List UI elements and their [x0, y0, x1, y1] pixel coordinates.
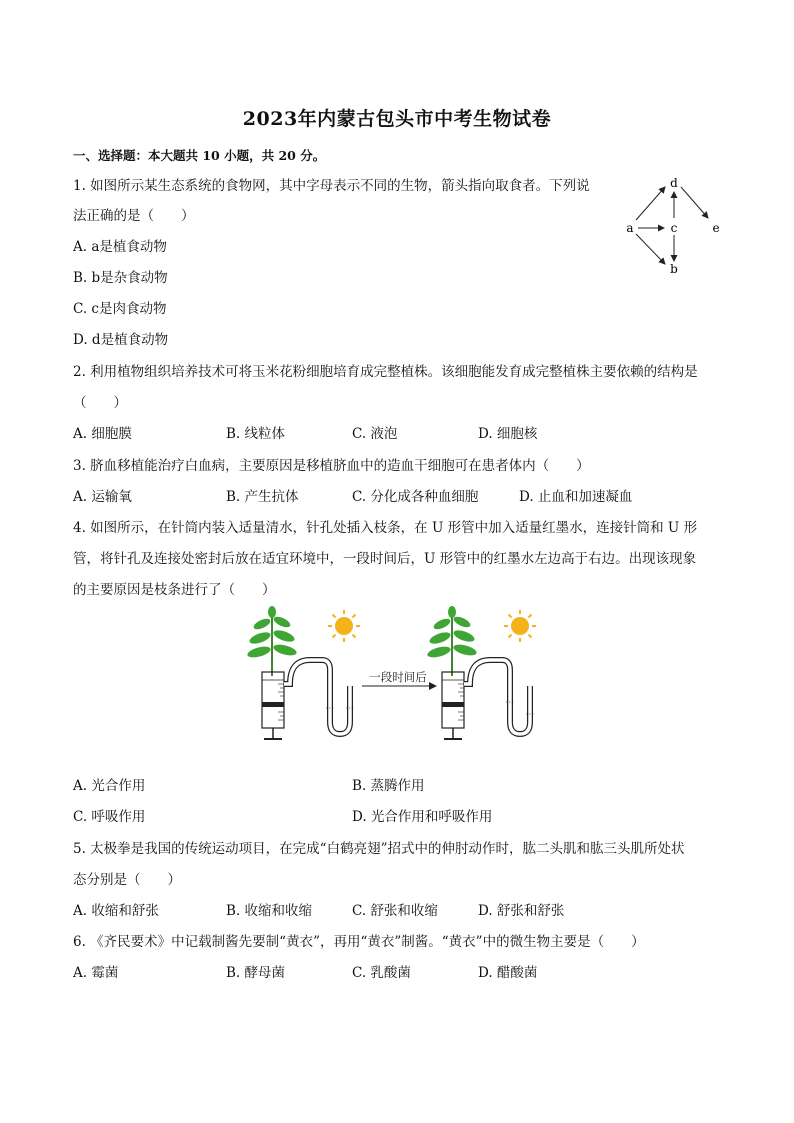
- q3-option-c: C. 分化成各种血细胞: [352, 489, 479, 505]
- q5-option-a: A. 收缩和舒张: [73, 903, 159, 919]
- node-e: e: [712, 221, 720, 235]
- q2-option-c: C. 液泡: [352, 426, 398, 442]
- q4-stem-line1: 4. 如图所示，在针筒内装入适量清水，针孔处插入枝条，在 U 形管中加入适量红墨水，连接针筒和 U 形: [73, 520, 698, 536]
- q4-stem-line2: 管，将针孔及连接处密封后放在适宜环境中，一段时间后，U 形管中的红墨水左边高于右边。出现该现象: [73, 551, 697, 567]
- page-title: 2023年内蒙古包头市中考生物试卷: [242, 108, 552, 130]
- q4-stem-line3: 的主要原因是枝条进行了（ ）: [73, 582, 276, 598]
- q5-option-c: C. 舒张和收缩: [352, 903, 438, 919]
- syringe-experiment-figure: [240, 606, 560, 748]
- node-b: b: [670, 262, 678, 276]
- q1-stem-line1: 1. 如图所示某生态系统的食物网，其中字母表示不同的生物，箭头指向取食者。下列说: [73, 178, 590, 194]
- q5-option-d: D. 舒张和舒张: [478, 903, 565, 919]
- q3-option-a: A. 运输氧: [73, 489, 132, 505]
- q1-option-a: A. a是植食动物: [73, 239, 167, 255]
- q5-stem-line1: 5. 太极拳是我国的传统运动项目，在完成“白鹤亮翅”招式中的伸肘动作时，肱二头肌和肱三头肌所处状: [73, 841, 685, 857]
- q2-option-b: B. 线粒体: [226, 426, 286, 442]
- q4-option-b: B. 蒸腾作用: [352, 778, 425, 794]
- q1-option-c: C. c是肉食动物: [73, 301, 167, 317]
- q3-stem-line1: 3. 脐血移植能治疗白血病，主要原因是移植脐血中的造血干细胞可在患者体内（ ）: [73, 458, 590, 474]
- q6-option-c: C. 乳酸菌: [352, 965, 411, 981]
- q4-option-a: A. 光合作用: [73, 778, 146, 794]
- q1-option-b: B. b是杂食动物: [73, 270, 168, 286]
- food-web-diagram: [618, 170, 728, 280]
- q3-option-b: B. 产生抗体: [226, 489, 299, 505]
- node-d: d: [670, 176, 678, 190]
- q4-option-d: D. 光合作用和呼吸作用: [352, 809, 493, 825]
- node-c: c: [670, 221, 678, 235]
- arrow-d-e: [681, 187, 708, 218]
- q6-stem-line1: 6. 《齐民要术》中记载制酱先要制“黄衣”，再用“黄衣”制酱。“黄衣”中的微生物主要是（ ）: [73, 934, 645, 950]
- q2-option-d: D. 细胞核: [478, 426, 538, 442]
- arrow-a-d: [636, 187, 665, 220]
- q3-option-d: D. 止血和加速凝血: [519, 489, 633, 505]
- section-heading: 一、选择题：本大题共 10 小题，共 20 分。: [73, 148, 326, 163]
- q5-option-b: B. 收缩和收缩: [226, 903, 313, 919]
- q2-stem-line1: 2. 利用植物组织培养技术可将玉米花粉细胞培育成完整植株。该细胞能发育成完整植株主要依赖的结构是: [73, 364, 698, 380]
- q1-stem-line2: 法正确的是（ ）: [73, 208, 195, 224]
- q5-stem-line2: 态分别是（ ）: [73, 872, 181, 888]
- q2-stem-line2: （ ）: [73, 395, 127, 411]
- q1-option-d: D. d是植食动物: [73, 332, 169, 348]
- q2-option-a: A. 细胞膜: [73, 426, 132, 442]
- q6-option-b: B. 酵母菌: [226, 965, 286, 981]
- time-label: 一段时间后: [369, 670, 427, 684]
- q6-option-d: D. 醋酸菌: [478, 965, 538, 981]
- q6-option-a: A. 霉菌: [73, 965, 119, 981]
- arrow-a-b: [636, 234, 665, 264]
- q4-option-c: C. 呼吸作用: [73, 809, 146, 825]
- node-a: a: [626, 221, 634, 235]
